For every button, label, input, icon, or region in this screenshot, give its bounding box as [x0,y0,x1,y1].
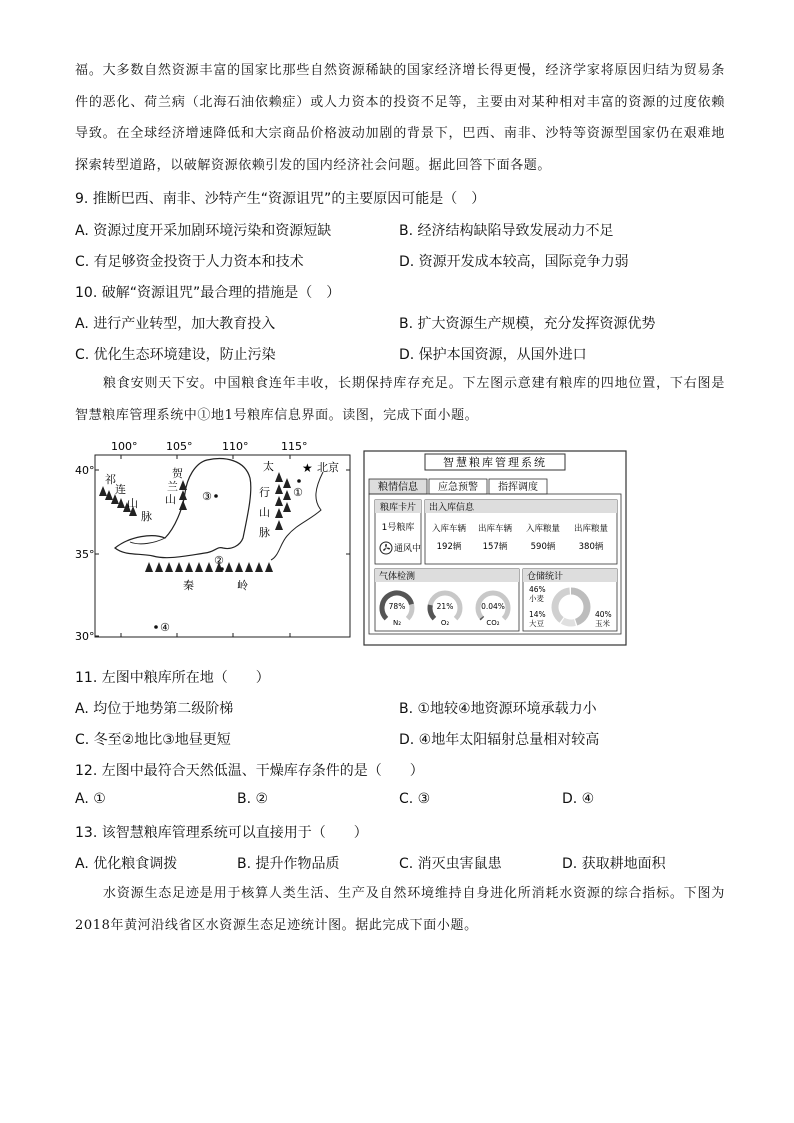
tab-command-dispatch[interactable]: 指挥调度 [498,482,538,493]
point-3-dot [214,494,218,498]
inout-value-out-vehicles: 157辆 [482,542,508,552]
question-13-option-d[interactable]: D. 获取耕地面积 [562,856,666,872]
question-9-option-b[interactable]: B. 经济结构缺陷导致发展动力不足 [399,223,614,239]
tab-bar [369,479,547,494]
qilian-char-1: 祁 [105,473,116,486]
helan-char-1: 贺 [172,467,183,480]
taihang-char-3: 山 [259,506,270,519]
depot-card-status: 通风中 [394,544,422,554]
gauge-value-2: 0.04% [481,602,505,611]
question-12-stem: 12. 左图中最符合天然低温、干燥库存条件的是（ ） [75,763,424,779]
helan-char-2: 兰 [167,480,178,493]
taihang-mountains-symbol [275,472,291,530]
qinling-char-1: 秦 [183,579,194,592]
beijing-label: 北京 [317,461,339,474]
inout-value-in-grain: 590辆 [530,542,556,552]
storage-corn-pct: 40% [595,610,612,619]
gauge-name-1: O₂ [440,619,450,627]
taihang-char-1: 太 [263,460,274,473]
helan-char-3: 山 [165,493,176,506]
lat-label-40: 40° [75,464,95,477]
question-11-option-d[interactable]: D. ④地年太阳辐射总量相对较高 [399,732,600,748]
inout-header-in-grain: 入库粮量 [525,524,561,534]
question-9-option-c[interactable]: C. 有足够资金投资于人力资本和技术 [75,254,304,270]
passage-water-footprint: 水资源生态足迹是用于核算人类生活、生产及自然环境维持自身进化所消耗水资源的综合指标。下图为2018年黄河沿线省区水资源生态足迹统计图。据此完成下面小题。 [75,886,725,933]
point-4-label: ④ [160,621,170,634]
inout-header-in-vehicles: 入库车辆 [431,524,467,534]
point-3-label: ③ [202,490,212,503]
question-9-stem: 9. 推断巴西、南非、沙特产生“资源诅咒”的主要原因可能是（ ） [75,191,486,207]
question-13-stem: 13. 该智慧粮库管理系统可以直接用于（ ） [75,825,368,841]
question-11-stem: 11. 左图中粮库所在地（ ） [75,670,270,686]
passage-resource-curse: 福。大多数自然资源丰富的国家比那些自然资源稀缺的国家经济增长得更慢，经济学家将原因归结为贸易条件的恶化、荷兰病（北海石油依赖症）或人力资本的投资不足等，主要由对某种相对丰富的资源的过度依赖导致。在全球经济增速降低和大宗商品价格波动加剧的背景下，巴西、南非、沙特等资源型国家仍在艰难地探索转型道路，以破解资源依赖引发的国内经济社会问题。据此回答下面各题。 [75,63,725,173]
question-9-option-a[interactable]: A. 资源过度开采加剧环境污染和资源短缺 [75,223,332,239]
point-2-dot [220,567,224,571]
storage-corn-name: 玉米 [595,619,610,628]
question-12-option-a[interactable]: A. ① [75,791,106,807]
point-2-label: ② [214,554,224,567]
system-title: 智慧粮库管理系统 [443,456,547,469]
point-4-dot [154,625,158,629]
question-12-option-c[interactable]: C. ③ [399,791,431,807]
lon-label-110: 110° [222,440,249,453]
inout-value-out-grain: 380辆 [578,542,604,552]
gauge-name-2: CO₂ [486,619,500,627]
qinling-char-2: 岭 [237,579,248,592]
storage-soybean-pct: 14% [529,610,546,619]
question-11-option-a[interactable]: A. 均位于地势第二级阶梯 [75,701,234,717]
storage-stats-title: 仓储统计 [527,572,564,582]
smart-grain-depot-system-panel [363,450,627,646]
qilian-char-3: 山 [127,497,138,510]
lon-label-100: 100° [111,440,138,453]
question-11-option-b[interactable]: B. ①地较④地资源环境承载力小 [399,701,597,717]
passage-grain-security: 粮食安则天下安。中国粮食连年丰收，长期保持库存充足。下左图示意建有粮库的四地位置，下右图是智慧粮库管理系统中①地1号粮库信息界面。读图，完成下面小题。 [75,376,725,423]
question-13-option-a[interactable]: A. 优化粮食调拨 [75,856,178,872]
gauge-fill-2 [481,618,482,619]
helan-mountains-symbol [179,480,187,510]
gas-detection-title: 气体检测 [379,572,416,582]
question-10-stem: 10. 破解“资源诅咒”最合理的措施是（ ） [75,285,341,301]
lat-label-35: 35° [75,548,95,561]
question-10-option-b[interactable]: B. 扩大资源生产规模，充分发挥资源优势 [399,316,656,332]
point-1-label: ① [293,486,303,499]
question-11-option-c[interactable]: C. 冬至②地比③地昼更短 [75,732,231,748]
lon-label-105: 105° [166,440,193,453]
map-ticks [95,455,350,637]
question-10-option-c[interactable]: C. 优化生态环境建设，防止污染 [75,347,276,363]
storage-soybean-name: 大豆 [529,619,544,628]
question-9-option-d[interactable]: D. 资源开发成本较高，国际竞争力弱 [399,254,629,270]
inout-value-in-vehicles: 192辆 [436,542,462,552]
question-12-option-b[interactable]: B. ② [237,791,269,807]
lat-label-30: 30° [75,630,95,643]
question-10-option-a[interactable]: A. 进行产业转型，加大教育投入 [75,316,276,332]
tab-emergency-warning[interactable]: 应急预警 [438,482,478,493]
gauge-name-0: N₂ [392,619,402,627]
question-10-option-d[interactable]: D. 保护本国资源，从国外进口 [399,347,587,363]
question-12-option-d[interactable]: D. ④ [562,791,595,807]
storage-wheat-name: 小麦 [529,594,544,603]
qinling-mountains-symbol [145,562,273,572]
taihang-char-2: 行 [259,486,270,499]
river-tributary [130,538,165,544]
donut-slice-1 [563,621,575,623]
inout-header-out-vehicles: 出库车辆 [477,524,513,534]
gauge-value-0: 78% [388,602,406,611]
question-13-option-b[interactable]: B. 提升作物品质 [237,856,340,872]
inout-header-out-grain: 出库粮量 [573,524,609,534]
storage-wheat-pct: 46% [529,585,546,594]
beijing-star-icon: ★ [302,461,313,475]
map-frame [95,455,350,637]
point-1-dot [297,479,301,483]
grain-depot-location-map [75,438,355,648]
lon-label-115: 115° [281,440,308,453]
gauge-value-1: 21% [436,602,454,611]
depot-card-title: 粮库卡片 [379,503,417,513]
qilian-char-2: 连 [115,483,126,496]
inout-title: 出入库信息 [429,503,475,513]
depot-card-name: 1号粮库 [381,523,415,533]
qilian-char-4: 脉 [141,510,152,523]
taihang-char-4: 脉 [259,526,270,539]
question-13-option-c[interactable]: C. 消灭虫害鼠患 [399,856,502,872]
tab-grain-info[interactable]: 粮情信息 [378,482,418,493]
